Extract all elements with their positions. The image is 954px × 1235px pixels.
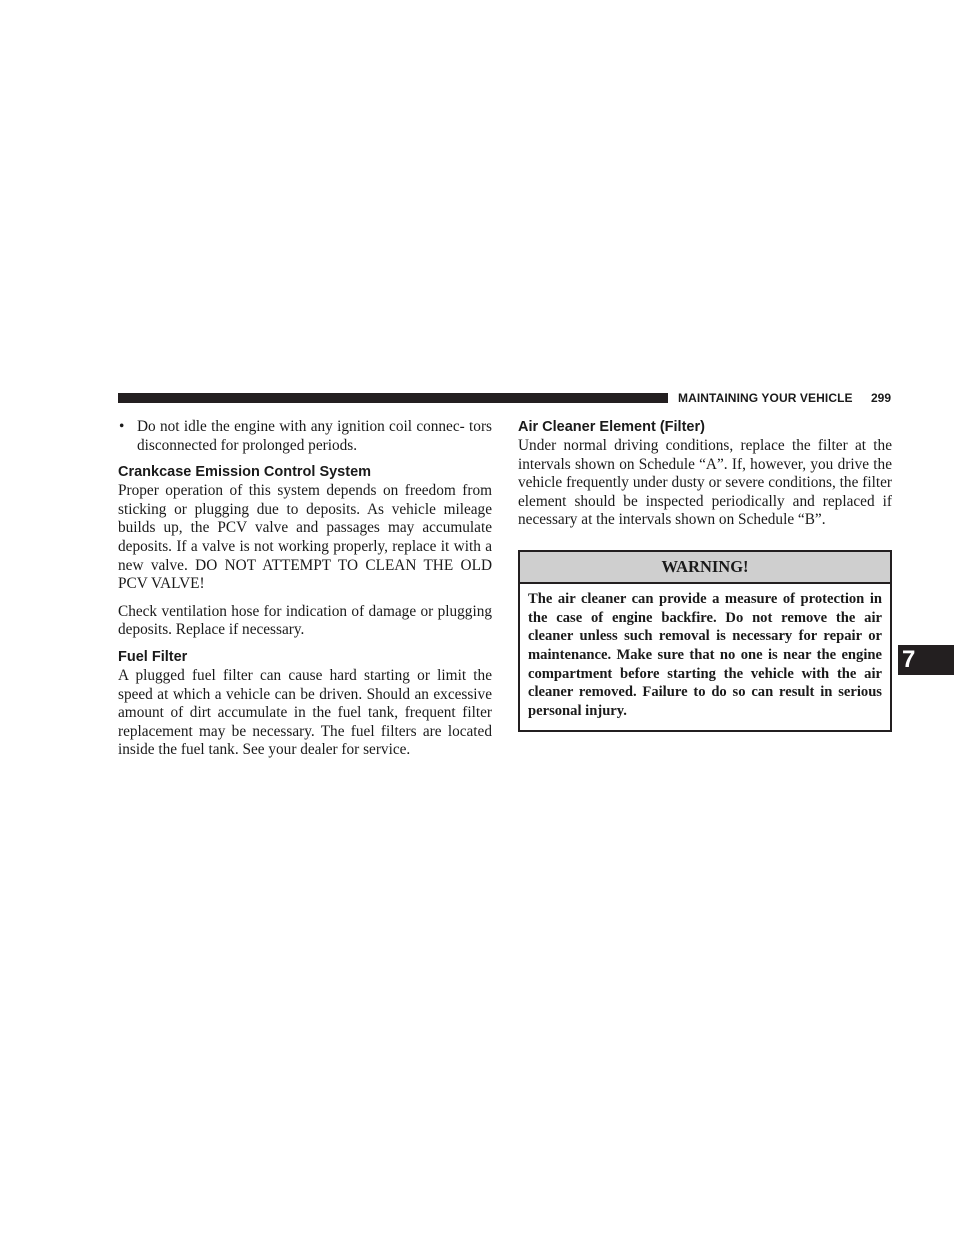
running-header-title: MAINTAINING YOUR VEHICLE <box>678 391 853 405</box>
air-cleaner-heading: Air Cleaner Element (Filter) <box>518 419 705 435</box>
chapter-number: 7 <box>902 646 916 673</box>
air-cleaner-paragraph: Under normal driving conditions, replace the filter at the intervals shown on Schedule “A”. If, however, you drive the vehicle frequently under dusty or severe conditions, the filter element should be inspected periodically and replaced if necessary at the intervals shown on Schedule “B”. <box>518 437 892 529</box>
chapter-tab <box>898 645 954 675</box>
right-column <box>518 418 892 732</box>
bullet-text: Do not idle the engine with any ignition coil connec- tors disconnected for prolonged periods. <box>137 418 492 454</box>
bullet-list-item <box>118 418 492 455</box>
bullet-icon: • <box>119 418 125 435</box>
crankcase-heading: Crankcase Emission Control System <box>118 464 372 481</box>
fuel-filter-paragraph: A plugged fuel filter can cause hard starting or limit the speed at which a vehicle can be driven. Should an excessive amount of dirt accumulate in the fuel tank, frequent filter replacement may be necessary. The fuel filters are located inside the fuel tank. See your dealer for service. <box>118 666 492 759</box>
warning-box <box>518 550 892 732</box>
page-number: 299 <box>871 391 892 405</box>
crankcase-paragraph-2: Check ventilation hose for indication of damage or plugging deposits. Replace if necessary. <box>118 602 492 639</box>
left-column <box>118 418 492 760</box>
fuel-filter-heading: Fuel Filter <box>118 648 188 665</box>
warning-text: The air cleaner can provide a measure of protection in the case of engine backfire. Do not remove the air cleaner unless such removal is necessary for repair or maintenance. Make sure that no one is near the engine compartment before starting the vehicle with the air cleaner removed. Failure to do so can result in serious personal injury. <box>528 590 882 720</box>
crankcase-paragraph-1: Proper operation of this system depends on freedom from sticking or plugging due to deposits. As vehicle mileage builds up, the PCV valve and passages may accumulate deposits. If a valve is not working properly, replace it with a new valve. DO NOT ATTEMPT TO CLEAN THE OLD PCV VALVE! <box>118 482 492 593</box>
warning-title: WARNING! <box>520 552 890 584</box>
header-rule-bar <box>118 393 668 403</box>
